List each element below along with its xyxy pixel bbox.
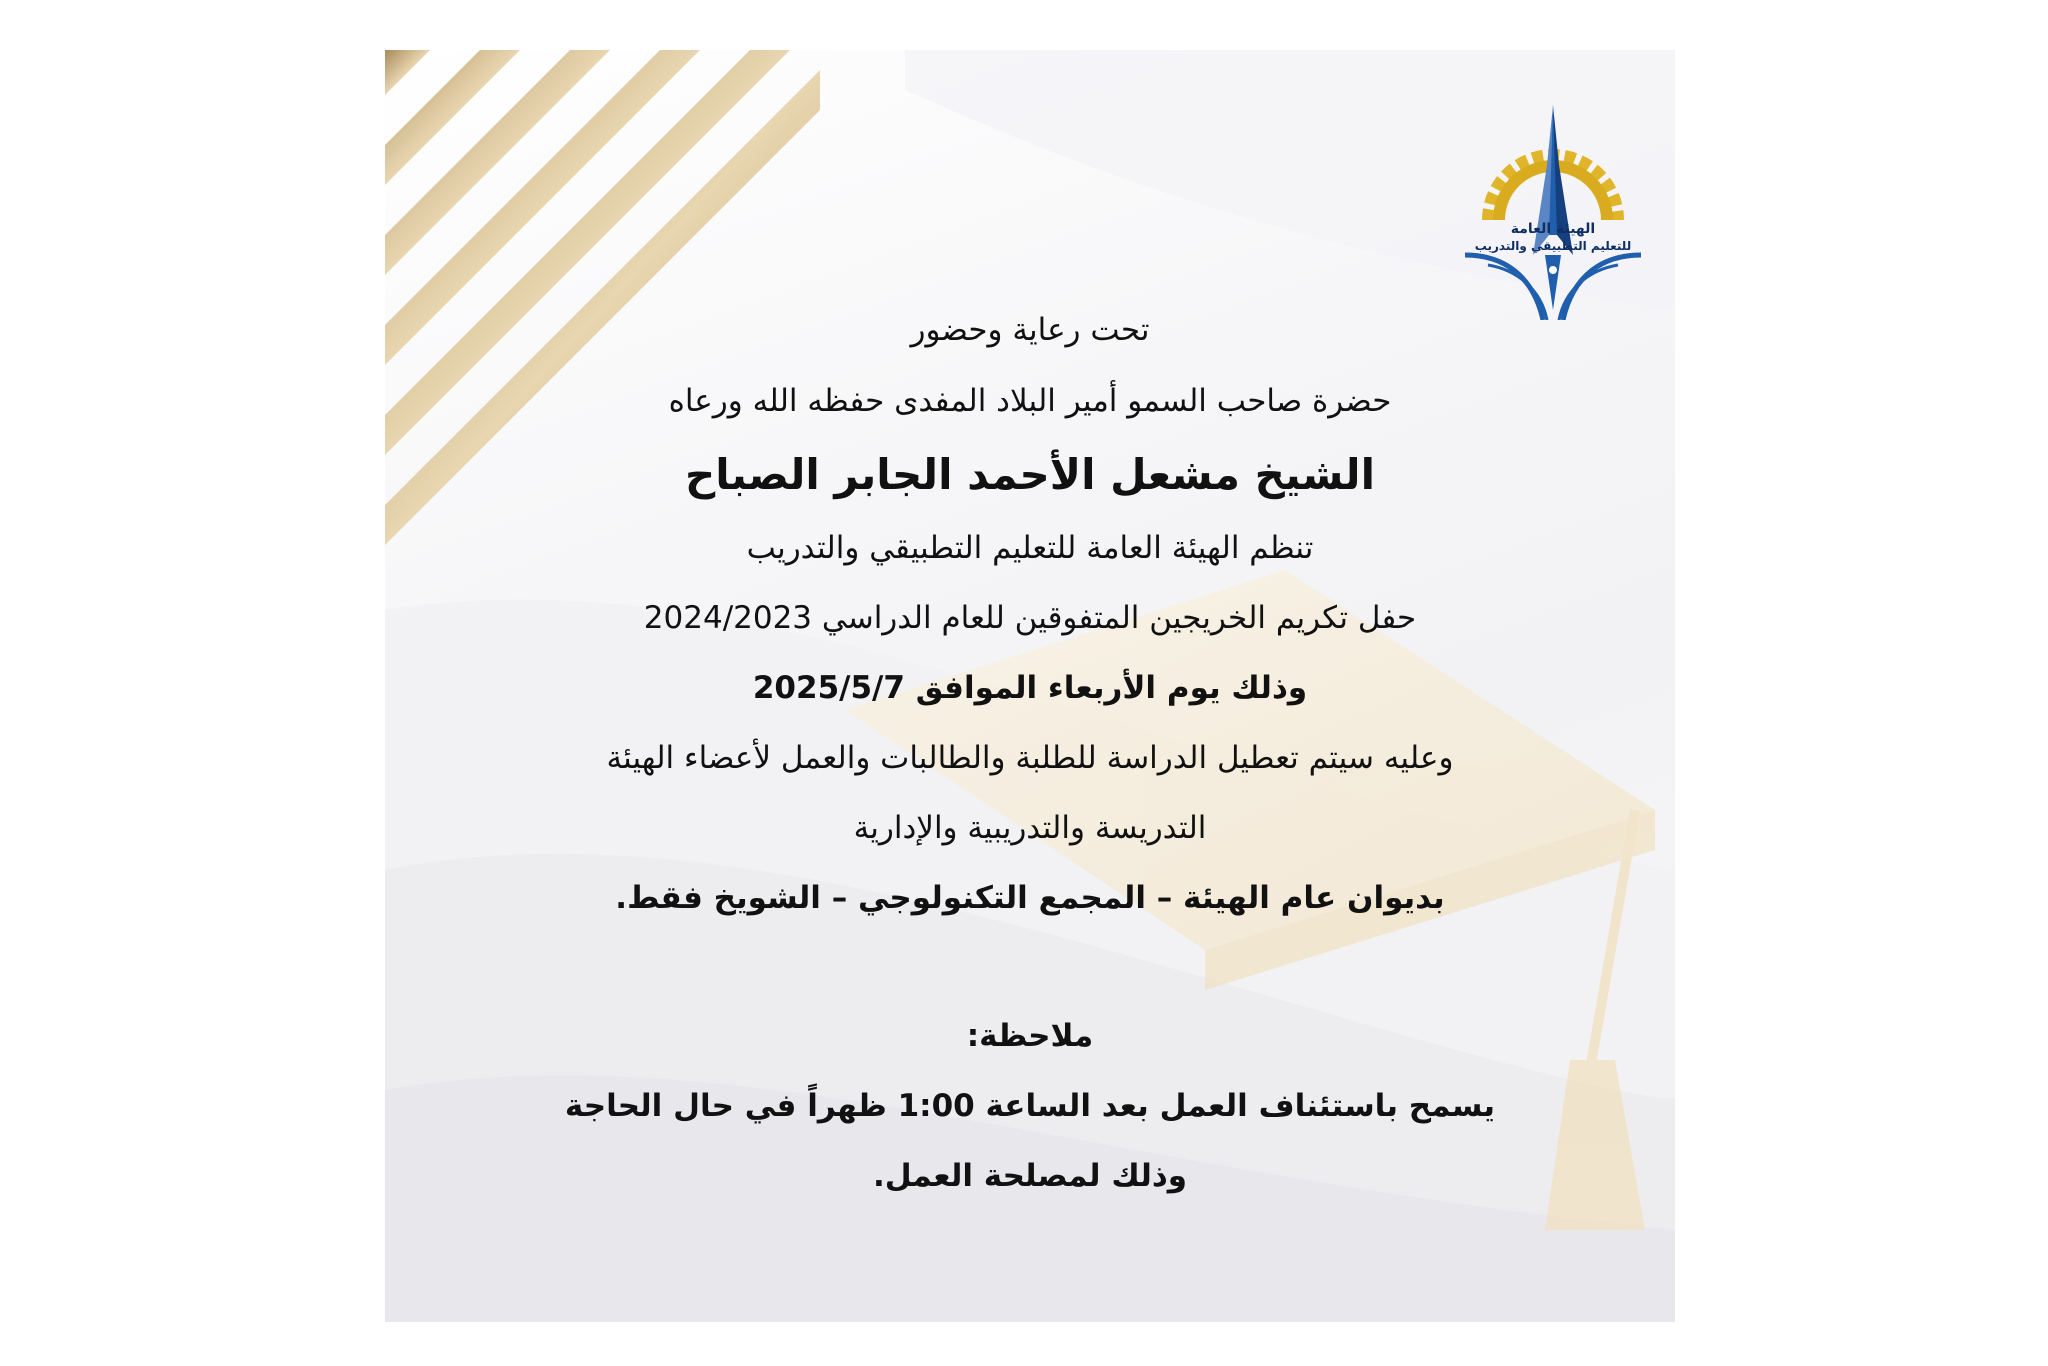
pen-nib-icon	[1545, 255, 1561, 310]
announcement-card	[385, 50, 1675, 1322]
organizer-line: تنظم الهيئة العامة للتعليم التطبيقي والتدريب	[746, 530, 1314, 566]
emir-title-line: حضرة صاحب السمو أمير البلاد المفدى حفظه الله ورعاه	[668, 383, 1392, 419]
staff-line: التدريسة والتدريبية والإدارية	[853, 810, 1207, 846]
note-label: ملاحظة:	[966, 1018, 1094, 1054]
logo-text-line1: الهيئة العامة	[1510, 221, 1596, 237]
emir-name-heading: الشيخ مشعل الأحمد الجابر الصباح	[685, 450, 1375, 499]
institution-logo	[1463, 105, 1643, 320]
patronage-line: تحت رعاية وحضور	[910, 312, 1150, 348]
note-line: يسمح باستئناف العمل بعد الساعة 1:00 ظهراً في حال الحاجة	[564, 1088, 1496, 1124]
note-line: وذلك لمصلحة العمل.	[872, 1158, 1188, 1194]
logo-text-line2: للتعليم التطبيقي والتدريب	[1474, 239, 1632, 253]
location-line: بديوان عام الهيئة – المجمع التكنولوجي – الشويخ فقط.	[615, 880, 1445, 916]
date-line: وذلك يوم الأربعاء الموافق 2025/5/7	[752, 670, 1308, 706]
suspension-line: وعليه سيتم تعطيل الدراسة للطلبة والطالبات والعمل لأعضاء الهيئة	[606, 740, 1454, 776]
ceremony-line: حفل تكريم الخريجين المتفوقين للعام الدراسي 2024/2023	[643, 600, 1417, 636]
